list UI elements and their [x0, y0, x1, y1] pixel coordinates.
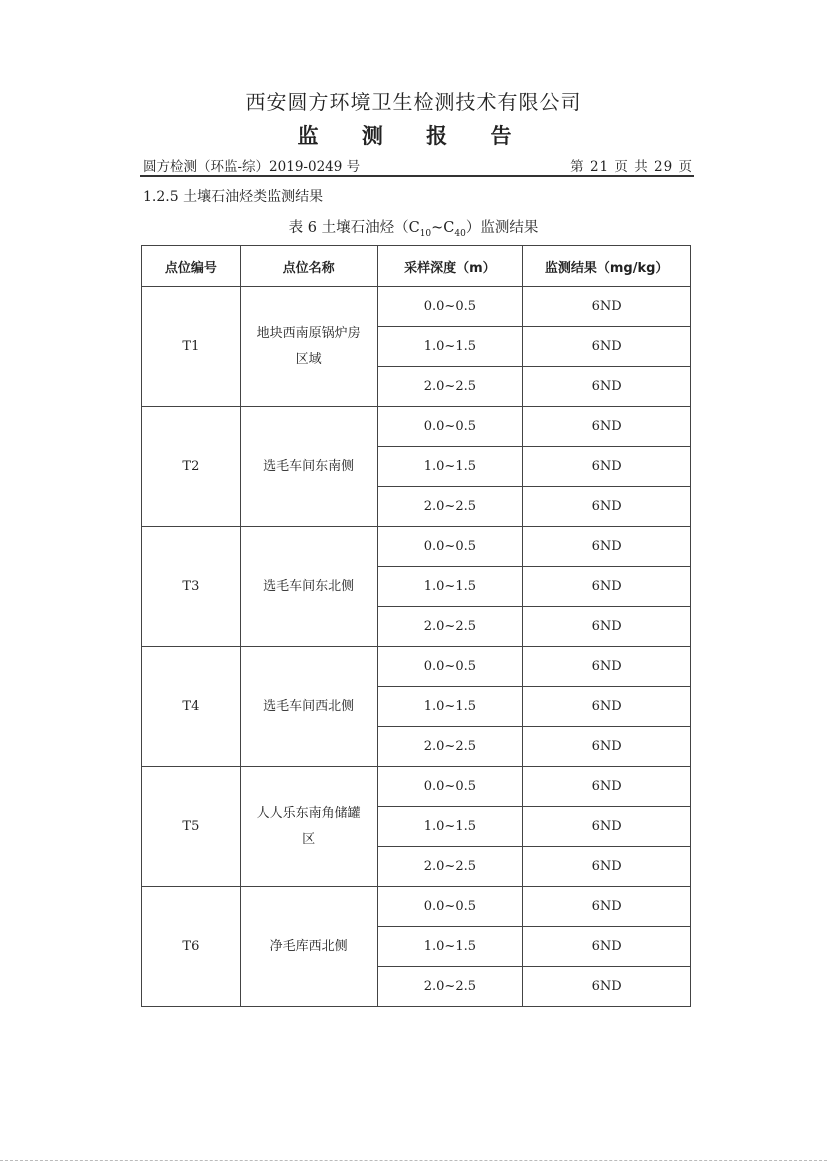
- depth-cell: 2.0~2.5: [377, 367, 523, 407]
- depth-cell: 1.0~1.5: [377, 327, 523, 367]
- depth-cell: 0.0~0.5: [377, 407, 523, 447]
- column-header-result: 监测结果（mg/kg）: [523, 246, 691, 287]
- depth-cell: 1.0~1.5: [377, 567, 523, 607]
- point-name-cell: 地块西南原锅炉房区域: [240, 287, 377, 407]
- report-number: 圆方检测（环监-综）2019-0249 号: [143, 159, 361, 175]
- point-name-cell: 选毛车间西北侧: [240, 647, 377, 767]
- table-caption-suffix: ）监测结果: [465, 220, 539, 236]
- result-cell: 6ND: [523, 567, 691, 607]
- result-cell: 6ND: [523, 607, 691, 647]
- table-caption-sub2: 40: [454, 228, 466, 239]
- result-cell: 6ND: [523, 967, 691, 1007]
- table-caption-sub1: 10: [419, 228, 432, 239]
- result-cell: 6ND: [523, 847, 691, 887]
- table-row: [142, 287, 691, 327]
- result-cell: 6ND: [523, 327, 691, 367]
- scan-edge-line: [0, 1160, 827, 1161]
- company-name: 西安圆方环境卫生检测技术有限公司: [245, 90, 582, 114]
- depth-cell: 1.0~1.5: [377, 687, 523, 727]
- point-name-cell: 净毛库西北侧: [240, 887, 377, 1007]
- depth-cell: 2.0~2.5: [377, 967, 523, 1007]
- depth-cell: 1.0~1.5: [377, 807, 523, 847]
- point-id-cell: T3: [142, 527, 241, 647]
- column-header-depth: 采样深度（m）: [377, 246, 523, 287]
- result-cell: 6ND: [523, 487, 691, 527]
- header-divider: [140, 175, 694, 177]
- depth-cell: 2.0~2.5: [377, 727, 523, 767]
- table-caption-prefix: 表 6 土壤石油烃（C: [288, 220, 420, 236]
- section-title: 1.2.5 土壤石油烃类监测结果: [143, 189, 324, 205]
- result-cell: 6ND: [523, 447, 691, 487]
- results-table-body: [142, 287, 691, 1007]
- point-name-cell: 选毛车间东南侧: [240, 407, 377, 527]
- depth-cell: 1.0~1.5: [377, 927, 523, 967]
- depth-cell: 2.0~2.5: [377, 607, 523, 647]
- table-row: [142, 407, 691, 447]
- point-id-cell: T2: [142, 407, 241, 527]
- point-id-cell: T6: [142, 887, 241, 1007]
- depth-cell: 0.0~0.5: [377, 287, 523, 327]
- depth-cell: 0.0~0.5: [377, 887, 523, 927]
- column-header-point-id: 点位编号: [142, 246, 241, 287]
- result-cell: 6ND: [523, 767, 691, 807]
- result-cell: 6ND: [523, 887, 691, 927]
- depth-cell: 0.0~0.5: [377, 527, 523, 567]
- report-title: 监 测 报 告: [297, 124, 530, 148]
- table-header-row: [142, 246, 691, 287]
- point-id-cell: T4: [142, 647, 241, 767]
- point-name-cell: 选毛车间东北侧: [240, 527, 377, 647]
- result-cell: 6ND: [523, 807, 691, 847]
- table-row: [142, 767, 691, 807]
- table-row: [142, 647, 691, 687]
- result-cell: 6ND: [523, 687, 691, 727]
- depth-cell: 2.0~2.5: [377, 847, 523, 887]
- point-id-cell: T5: [142, 767, 241, 887]
- result-cell: 6ND: [523, 527, 691, 567]
- result-cell: 6ND: [523, 287, 691, 327]
- result-cell: 6ND: [523, 367, 691, 407]
- results-table: [141, 245, 691, 1007]
- depth-cell: 0.0~0.5: [377, 647, 523, 687]
- page-number: 第 21 页 共 29 页: [570, 159, 693, 175]
- table-row: [142, 887, 691, 927]
- result-cell: 6ND: [523, 727, 691, 767]
- table-caption-mid: ~C: [431, 220, 455, 236]
- result-cell: 6ND: [523, 407, 691, 447]
- result-cell: 6ND: [523, 927, 691, 967]
- column-header-point-name: 点位名称: [240, 246, 377, 287]
- table-row: [142, 527, 691, 567]
- point-id-cell: T1: [142, 287, 241, 407]
- depth-cell: 2.0~2.5: [377, 487, 523, 527]
- depth-cell: 1.0~1.5: [377, 447, 523, 487]
- point-name-cell: 人人乐东南角储罐区: [240, 767, 377, 887]
- table-caption: [0, 216, 827, 239]
- result-cell: 6ND: [523, 647, 691, 687]
- depth-cell: 0.0~0.5: [377, 767, 523, 807]
